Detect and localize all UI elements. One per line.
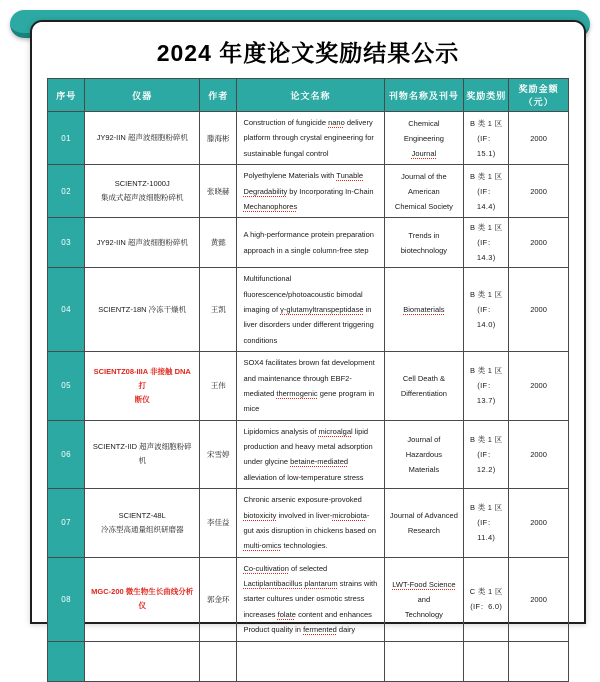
spellcheck-underline: fermented [303,625,337,635]
journal-line: Technology [404,609,443,619]
journal-line [389,302,460,317]
instrument-line: SCIENTZ08-IIIA 非接触 DNA 打 [93,366,191,390]
award-class-cell [464,557,509,641]
row-number-cell: 03 [48,218,85,268]
document-page [30,20,586,635]
table-row [48,112,569,165]
row-number-cell: 06 [48,420,85,489]
column-header: 奖励金额（元） [509,79,569,112]
author-cell: 张晓赫 [200,165,237,218]
instrument-line: SCIENTZ-IID 超声波细胞粉碎机 [92,442,192,466]
journal-line: Research [407,525,440,535]
paper-title-cell: A high-performance protein preparation approach in a single column-free step [237,218,384,268]
journal-cell [384,352,464,421]
award-impact-factor: (IF：12.2) [476,449,496,474]
instrument-cell [85,218,200,268]
amount-cell: 2000 [509,557,569,641]
award-class: B 类 1 区 [469,290,503,300]
paper-title-cell: SOX4 facilitates brown fat development and maintenance through EBF2-mediated thermogenic gene program in mice [237,352,384,421]
spellcheck-underline: Mechanophores [243,201,298,211]
amount-cell: 2000 [509,268,569,352]
journal-cell [384,420,464,489]
award-class: B 类 1 区 [469,118,503,128]
award-impact-factor: (IF：14.3) [476,238,496,263]
instrument-line: 断仪 [134,395,150,404]
paper-title-cell: Lipidomics analysis of microalgal lipid production and heavy metal adsorption under glycine betaine-mediated alleviation of low-temperature stress [237,420,384,489]
journal-line: Chemical Engineering [403,118,444,143]
journal-line: Journal of Advanced [389,510,458,520]
instrument-cell [85,557,200,641]
instrument-line: JY92-IIN 超声波细胞粉碎机 [96,132,188,142]
amount-cell: 2000 [509,489,569,558]
award-impact-factor: (IF：11.4) [477,518,496,543]
award-class-cell [464,352,509,421]
award-impact-factor: (IF：6.0) [470,602,503,612]
column-header: 奖励类别 [464,79,509,112]
journal-line: Chemical Society [394,201,453,211]
amount-cell: 2000 [509,420,569,489]
author-cell: 黄懿 [200,218,237,268]
table-row [48,218,569,268]
paper-title-cell: Chronic arsenic exposure-provoked biotoxicity involved in liver-microbiota-gut axis disruption in chickens based on multi-omics technologies. [237,489,384,558]
table-row [48,352,569,421]
table-row [48,165,569,218]
spellcheck-underline: betaine-mediated [290,457,349,467]
journal-line: Trends in biotechnology [400,230,448,255]
journal-line: Journal of Hazardous [405,434,443,459]
spellcheck-underline: multi-omics [243,541,282,551]
journal-cell [384,268,464,352]
row-number-cell [48,641,85,681]
journal-line: Cell Death & Differentiation [400,373,447,398]
award-class-cell [464,489,509,558]
amount-cell: 2000 [509,352,569,421]
author-cell: 王凯 [200,268,237,352]
spellcheck-underline: biotoxicity [243,510,277,520]
header-row [48,79,569,112]
page-title: 2024 年度论文奖励结果公示 [156,40,460,66]
award-class: C 类 1 区 [469,587,503,597]
row-number-cell: 07 [48,489,85,558]
spellcheck-underline: microalgal [318,426,353,436]
journal-line: LWT-Food Science and [392,579,456,604]
instrument-cell [85,112,200,165]
author-cell: 滕海彬 [200,112,237,165]
paper-title-cell: Co-cultivation of selected Lactiplantibacillus plantarum strains with starter cultures under osmotic stress increases folate content and enhances Product quality in fermented dairy [237,557,384,641]
journal-line [389,146,460,161]
table-row [48,489,569,558]
award-class-cell [464,165,509,218]
award-class-cell [464,268,509,352]
instrument-line: SCIENTZ-1000J [114,178,170,188]
instrument-cell [85,489,200,558]
award-impact-factor: (IF：13.7) [476,381,496,406]
row-number-cell: 02 [48,165,85,218]
column-header: 论文名称 [237,79,384,112]
row-number-cell: 05 [48,352,85,421]
journal-cell [384,218,464,268]
journal-line: Materials [408,464,440,474]
journal-cell [384,165,464,218]
journal-cell [384,489,464,558]
author-cell: 王伟 [200,352,237,421]
instrument-cell [85,165,200,218]
amount-cell: 2000 [509,112,569,165]
spellcheck-underline: γ-glutamyltranspeptidase [280,305,364,314]
spellcheck-underline: Biomaterials [403,305,445,315]
column-header: 序号 [48,79,85,112]
spellcheck-underline: plantarum [304,579,338,588]
author-cell: 郭金环 [200,557,237,641]
instrument-line: 冷冻型高通量组织研磨器 [100,524,184,534]
paper-title-cell: Polyethylene Materials with Tunable Degradability by Incorporating In-Chain Mechanophores [237,165,384,218]
award-class: B 类 1 区 [469,366,503,376]
spellcheck-underline: Degradability [243,186,288,196]
table-row [48,557,569,641]
author-cell: 宋雪婷 [200,420,237,489]
table-row [48,420,569,489]
row-number-cell: 08 [48,557,85,641]
paper-title-cell: Multifunctional fluorescence/photoacoustic bimodal imaging of γ-glutamyltranspeptidase in liver disorders under different triggering conditions [237,268,384,352]
column-header: 仪器 [85,79,200,112]
spellcheck-underline: Co-cultivation [243,563,289,573]
spellcheck-underline: folate [277,609,296,619]
spellcheck-underline: nano [328,118,345,127]
column-header: 作者 [200,79,237,112]
spellcheck-underline: microbiota [332,510,367,520]
award-class-cell [464,420,509,489]
award-impact-factor: (IF：14.4) [476,186,496,211]
table-row [48,268,569,352]
award-class: B 类 1 区 [469,503,503,513]
spellcheck-underline: LWT-Food Science [392,579,456,589]
award-class: B 类 1 区 [469,223,503,233]
column-header: 刊物名称及刊号 [384,79,464,112]
awards-table [47,78,569,682]
instrument-line: SCIENTZ-18N 冷冻干燥机 [98,304,187,314]
award-class: B 类 1 区 [469,171,503,181]
instrument-line: JY92-IIN 超声波细胞粉碎机 [96,237,188,247]
instrument-line: 集成式超声波细胞粉碎机 [100,193,184,203]
journal-line: Journal of the American [401,171,447,196]
spellcheck-underline: Journal [411,148,437,158]
award-impact-factor: (IF：15.1) [476,133,496,158]
instrument-cell [85,268,200,352]
instrument-cell [85,352,200,421]
journal-cell [384,112,464,165]
award-class-cell [464,112,509,165]
row-number-cell: 04 [48,268,85,352]
award-class-cell [464,218,509,268]
award-impact-factor: (IF：14.0) [476,305,496,330]
table-row-partial [48,641,569,681]
amount-cell: 2000 [509,165,569,218]
spellcheck-underline: Tunable [336,171,364,181]
amount-cell: 2000 [509,218,569,268]
row-number-cell: 01 [48,112,85,165]
journal-cell [384,557,464,641]
spellcheck-underline: thermogenic [276,388,318,398]
award-class: B 类 1 区 [469,434,503,444]
instrument-line: SCIENTZ-48L [118,510,166,520]
spellcheck-underline: Lactiplantibacillus [243,579,303,588]
paper-title-cell: Construction of fungicide nano delivery platform through crystal engineering for sustainable fungal control [237,112,384,165]
instrument-cell [85,420,200,489]
instrument-line: MGC-200 微生物生长曲线分析 [91,586,194,596]
author-cell: 李佳益 [200,489,237,558]
instrument-line: 仪 [138,601,146,611]
